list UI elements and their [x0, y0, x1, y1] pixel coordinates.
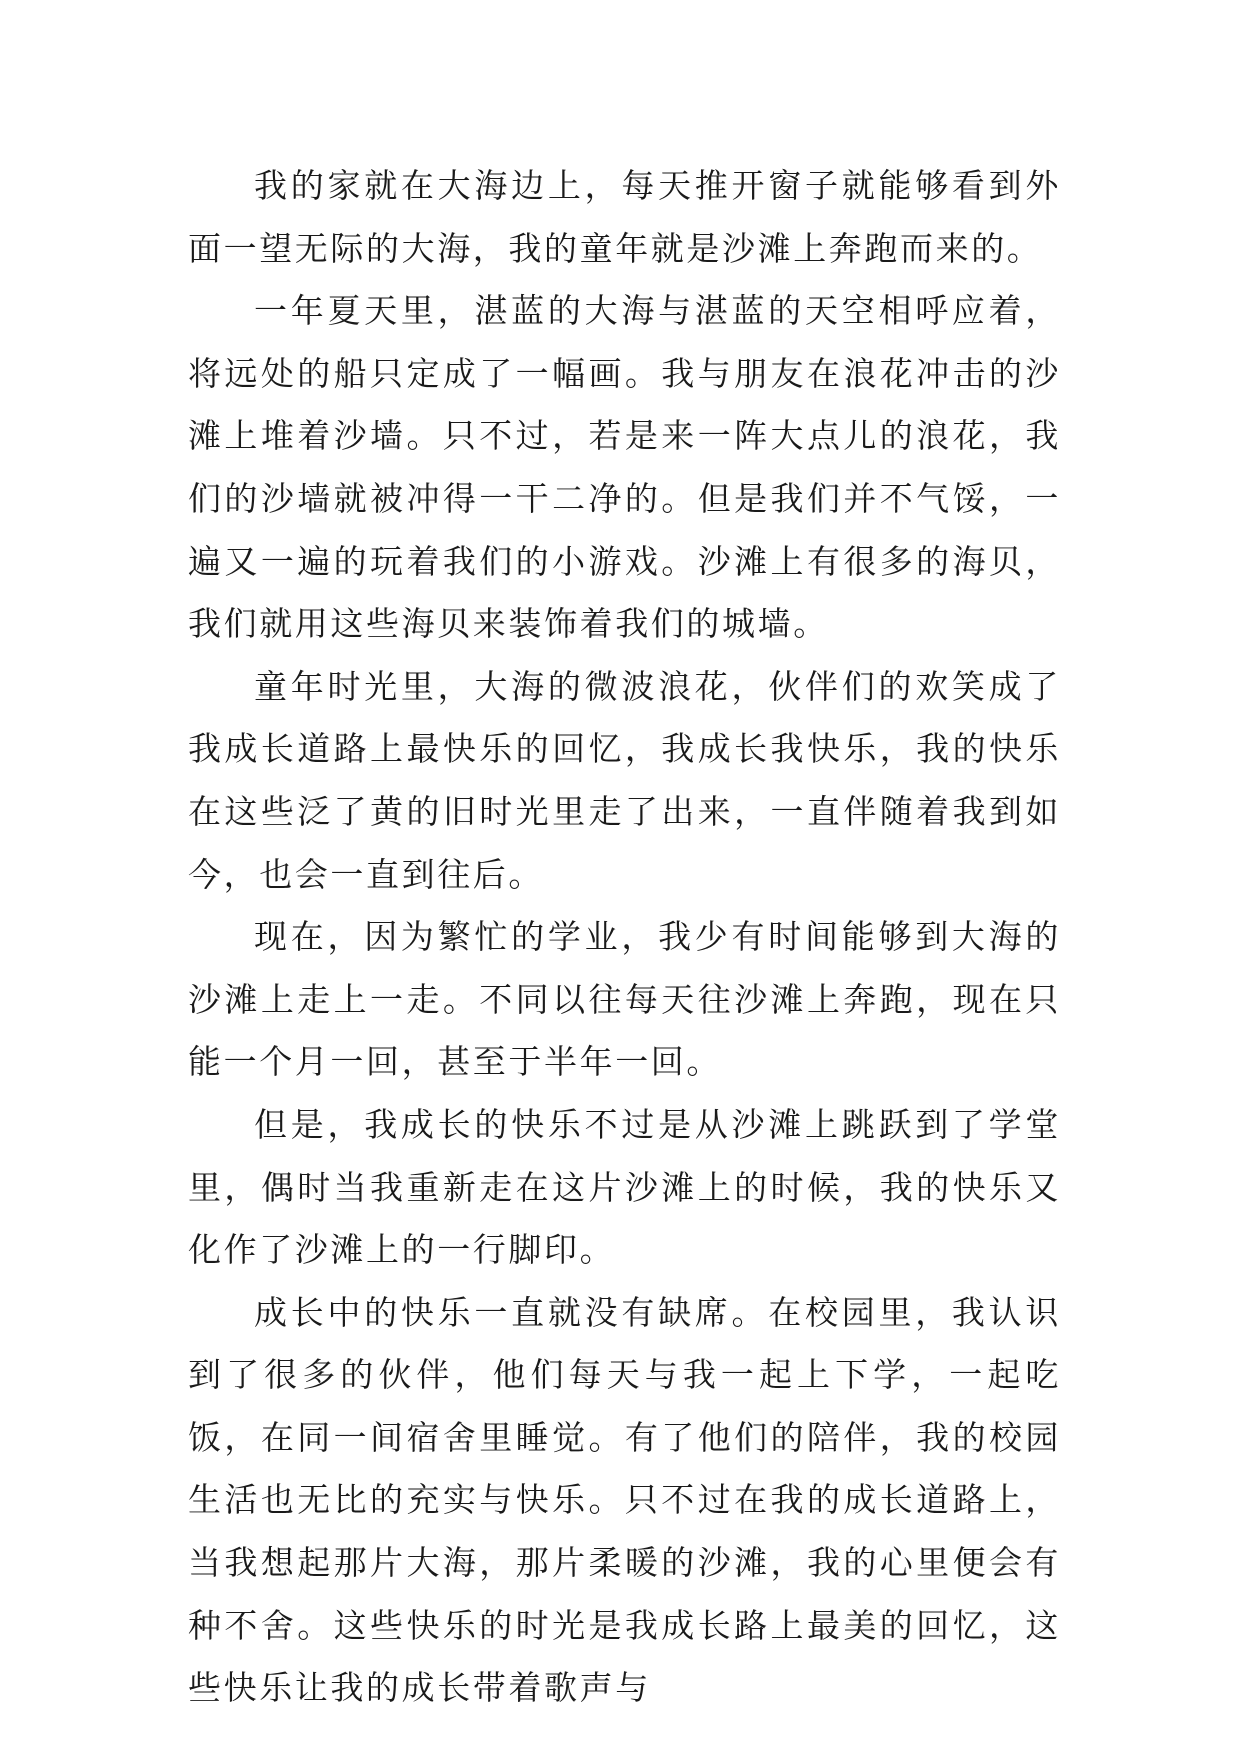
paragraph-4: 现在，因为繁忙的学业，我少有时间能够到大海的沙滩上走上一走。不同以往每天往沙滩上奔跑，现在只能一个月一回，甚至于半年一回。: [188, 917, 1061, 1082]
essay-body: [188, 155, 1061, 1720]
paragraph-5: 但是，我成长的快乐不过是从沙滩上跳跃到了学堂里，偶时当我重新走在这片沙滩上的时候，我的快乐又化作了沙滩上的一行脚印。: [188, 1104, 1061, 1270]
paragraph-1: 我的家就在大海边上，每天推开窗子就能够看到外面一望无际的大海，我的童年就是沙滩上奔跑而来的。: [188, 166, 1061, 268]
paragraph-6: 成长中的快乐一直就没有缺席。在校园里，我认识到了很多的伙伴，他们每天与我一起上下学，一起吃饭，在同一间宿舍里睡觉。有了他们的陪伴，我的校园生活也无比的充实与快乐。只不过在我的成长道路上，当我想起那片大海，那片柔暖的沙滩，我的心里便会有种不舍。这些快乐的时光是我成长路上最美的回忆，这些快乐让我的成长带着歌声与: [188, 1292, 1061, 1708]
paragraph-3: 童年时光里，大海的微波浪花，伙伴们的欢笑成了我成长道路上最快乐的回忆，我成长我快乐，我的快乐在这些泛了黄的旧时光里走了出来，一直伴随着我到如今，也会一直到往后。: [188, 666, 1061, 894]
paragraph-2: 一年夏天里，湛蓝的大海与湛蓝的天空相呼应着，将远处的船只定成了一幅画。我与朋友在浪花冲击的沙滩上堆着沙墙。只不过，若是来一阵大点儿的浪花，我们的沙墙就被冲得一干二净的。但是我们并不气馁，一遍又一遍的玩着我们的小游戏。沙滩上有很多的海贝，我们就用这些海贝来装饰着我们的城墙。: [188, 291, 1061, 644]
